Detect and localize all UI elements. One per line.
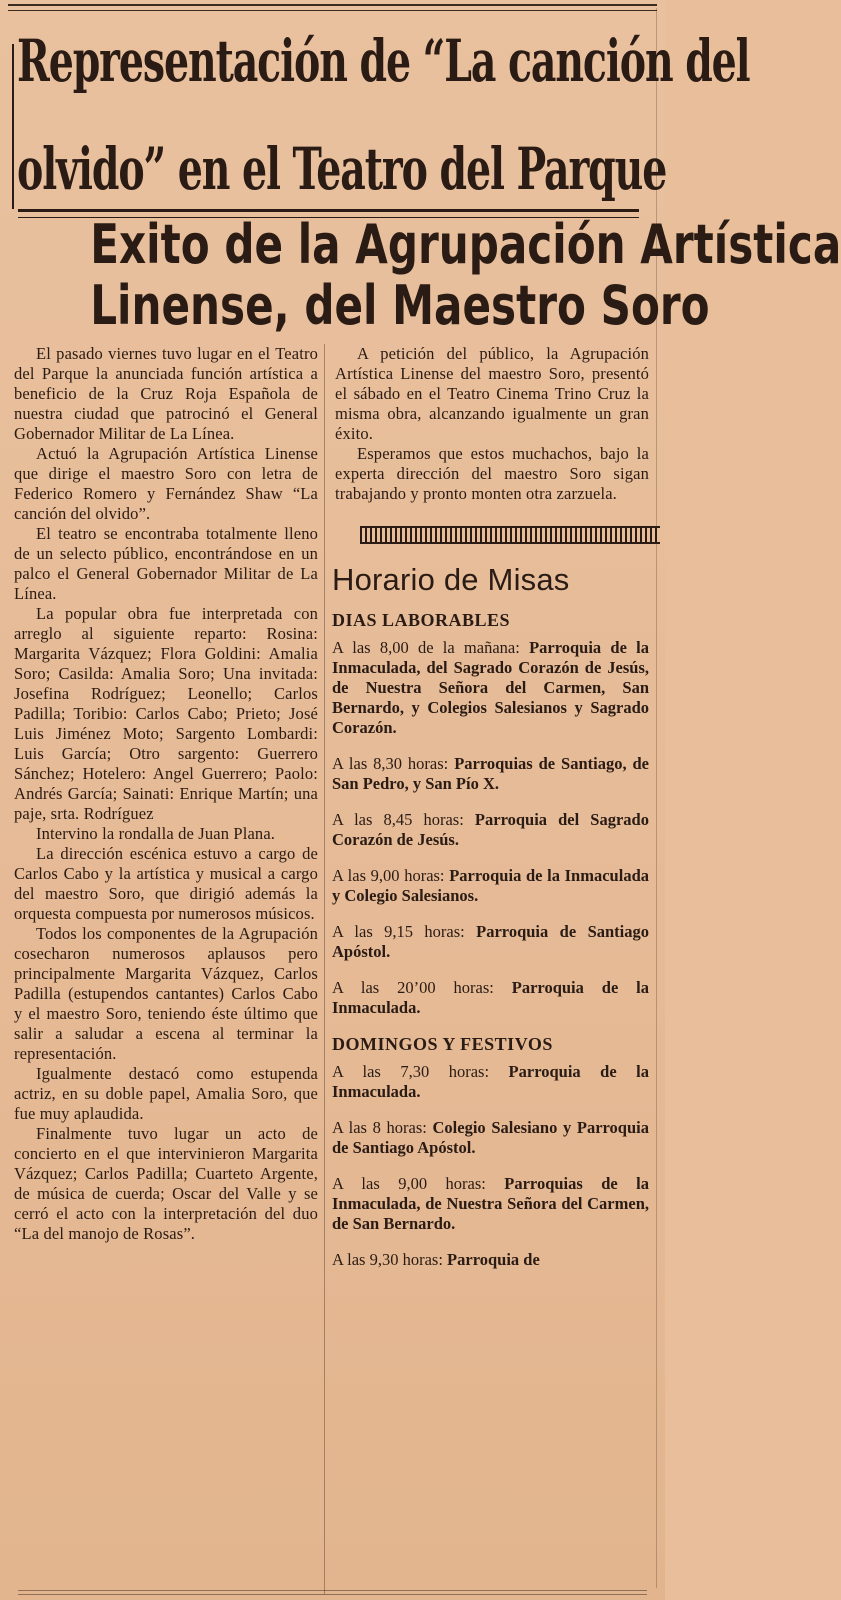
misa-item [332,754,649,794]
subhead-line-2: Linense, del Maestro Soro [90,274,710,337]
festivos-heading: DOMINGOS Y FESTIVOS [332,1034,553,1054]
misa-places: Parroquia de [447,1250,540,1269]
misa-time: A las 8,30 horas: [332,754,449,773]
misa-item [332,922,649,962]
festivos-list [332,1062,649,1270]
article-paragraph-2: Actuó la Agrupación Artística Linense que dirige el maestro Soro con letra de Federico Romero y Fernández Shaw “La canción del olvido”. [14,444,318,523]
article-paragraph-4: La popular obra fue interpretada con arreglo al siguiente reparto: Rosina: Margarita Vázquez; Flora Goldini: Amalia Soro; Casilda: Amalia Soro; Una invitada: Josefina Rodríguez; Leonello; Carlos Padilla; Toribio: Carlos Cabo; Prieto; José Luis Jiménez Moto; Sargento Lombardi: Luis García; Otro sargento: Guerrero Sánchez; Hotelero: Angel Guerrero; Paolo: Andrés García; Sainati: Enrique Martín; una paje, srta. Rodríguez [14,604,318,823]
horario-title: Horario de Misas [332,562,570,597]
article-paragraph-9: Finalmente tuvo lugar un acto de concierto en el que intervinieron Margarita Vázquez; Carlos Padilla; Cuarteto Argente, de música de cuerda; Oscar del Valle y se cerró el acto con la interpretación del duo “La del manojo de Rosas”. [14,1124,318,1243]
misa-places: Parroquia de la Inmaculada. [332,978,650,1017]
article-text-left [14,344,324,1244]
misa-item [332,1118,649,1158]
laborables-list [332,638,649,1018]
misa-places: Parroquia del Sagrado Corazón de Jesús. [332,810,649,849]
ornamental-divider [360,526,660,544]
misa-time: A las 9,30 horas: [332,1250,443,1269]
misa-item [332,1174,649,1234]
misa-time: A las 9,00 horas: [332,866,445,885]
article-paragraph-8: Igualmente destacó como estupenda actriz, en su doble papel, Amalia Soro, que fue muy aplaudida. [14,1064,318,1123]
misa-places: Parroquias de la Inmaculada, de Nuestra Señora del Carmen, de San Bernardo. [332,1174,649,1233]
top-rule [8,4,657,11]
misa-places: Colegio Salesiano y Parroquia de Santiago Apóstol. [332,1118,649,1157]
misa-time: A las 7,30 horas: [332,1062,490,1081]
article-paragraph-11: Esperamos que estos muchachos, bajo la experta dirección del maestro Soro sigan trabajando y pronto monten otra zarzuela. [335,444,649,503]
headline-line-2: olvido” en el Teatro del Parque [17,135,667,203]
laborables-heading: DIAS LABORABLES [332,610,511,630]
article-right-column [329,344,649,1594]
misa-places: Parroquias de Santiago, de San Pedro, y San Pío X. [332,754,650,793]
headline-line-1: Representación de “La canción del [17,27,750,95]
misa-places: Parroquia de la Inmaculada, del Sagrado Corazón de Jesús, de Nuestra Señora del Carmen, San Bernardo, y Colegios Salesianos y Sagrado Corazón. [332,638,649,737]
misa-item [332,866,649,906]
misa-item [332,978,649,1018]
bottom-rule [18,1590,647,1595]
article-paragraph-5: Intervino la rondalla de Juan Plana. [36,824,276,843]
misa-item [332,1250,649,1270]
misa-time: A las 8,00 de la mañana: [332,638,520,657]
misa-places: Parroquia de Santiago Apóstol. [332,922,650,961]
left-rule [12,44,14,209]
article-paragraph-10: A petición del público, la Agrupación Artística Linense del maestro Soro, presentó el sábado en el Teatro Cinema Trino Cruz la misma obra, alcanzando igualmente un gran éxito. [335,344,649,443]
article-paragraph-7: Todos los componentes de la Agrupación cosecharon numerosos aplausos pero principalmente Margarita Vázquez, Carlos Padilla (estupendos cantantes) Carlos Cabo y el maestro Soro, teniendo éste último que salir a saludar a escena al terminar la representación. [14,924,318,1063]
article-paragraph-6: La dirección escénica estuvo a cargo de Carlos Cabo y la artística y musical a cargo del maestro Soro, que dirigió además la orquesta compuesta por numerosos músicos. [14,844,318,923]
misa-item [332,810,649,850]
misa-places: Parroquia de la Inmaculada y Colegio Salesianos. [332,866,649,905]
misa-item [332,638,649,738]
misa-time: A las 9,15 horas: [332,922,465,941]
article-text-right [329,344,649,504]
article-left-column [14,344,325,1594]
subhead-line-1: Exito de la Agrupación Artística [90,213,841,276]
article-paragraph-3: El teatro se encontraba totalmente lleno de un selecto público, encontrándose en un palco el General Gobernador Militar de La Línea. [14,524,318,603]
misa-time: A las 8 horas: [332,1118,427,1137]
misa-time: A las 20’00 horas: [332,978,494,997]
misa-time: A las 8,45 horas: [332,810,464,829]
misa-places: Parroquia de la Inmaculada. [332,1062,649,1101]
misa-time: A las 9,00 horas: [332,1174,486,1193]
article-paragraph-1: El pasado viernes tuvo lugar en el Teatro del Parque la anunciada función artística a beneficio de la Cruz Roja Española de nuestra ciudad que patrocinó el General Gobernador Militar de La Línea. [14,344,318,443]
misa-item [332,1062,649,1102]
